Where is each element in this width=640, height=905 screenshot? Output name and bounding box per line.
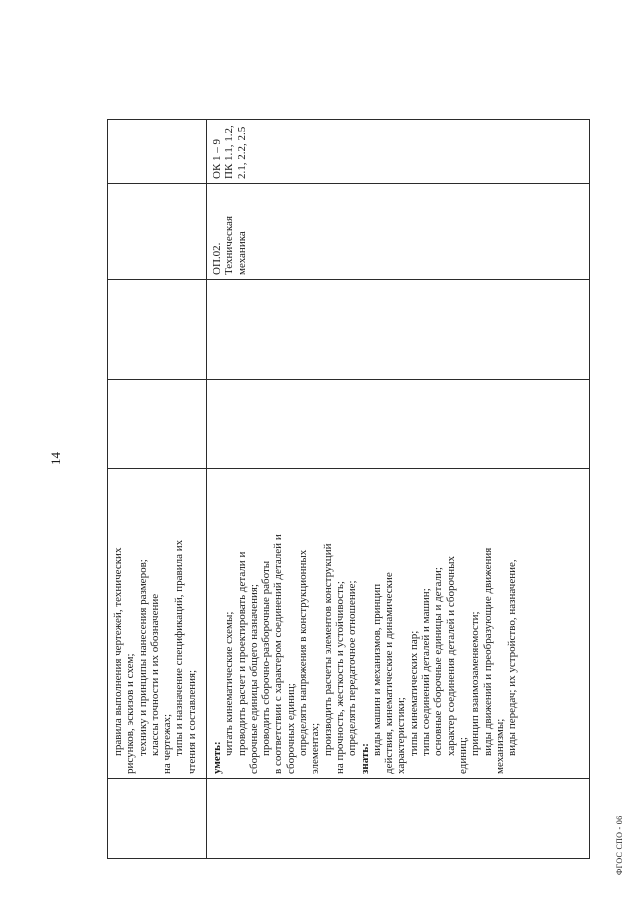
- content-line: единиц;: [456, 737, 469, 774]
- content-line: характер соединения деталей и сборочных: [444, 555, 457, 756]
- content-line: читать кинематические схемы;: [223, 611, 236, 756]
- hours-cell: [207, 280, 590, 380]
- hours-cell: [108, 280, 207, 380]
- content-line: сборочные единицы общего назначения;: [247, 584, 260, 774]
- content-line: сборочных единиц;: [284, 683, 297, 774]
- hours-cell: [207, 380, 590, 469]
- content-line: проводить сборочно-разборочные работы: [260, 560, 273, 756]
- content-cell: [108, 469, 207, 779]
- competencies-line: 2.1, 2.2, 2.5: [235, 126, 248, 179]
- content-line: рисунков, эскизов и схем;: [124, 653, 137, 774]
- content-line: классы точности и их обозначение: [148, 593, 161, 756]
- content-text: [108, 469, 198, 778]
- index-cell: [207, 779, 590, 859]
- form-code: ФГОС СПО - 06: [615, 815, 624, 875]
- table-row: [207, 120, 590, 859]
- content-line: правила выполнения чертежей, технических: [112, 547, 124, 756]
- content-line: механизмы;: [493, 718, 506, 774]
- content-line: на чертежах;: [161, 713, 174, 774]
- content-line: определять напряжения в конструкционных: [297, 549, 310, 756]
- competencies-cell: [108, 120, 207, 184]
- competencies-line: ПК 1.1, 1.2,: [223, 125, 236, 179]
- table-row: [108, 120, 207, 859]
- index-cell: [108, 779, 207, 859]
- section-heading: уметь:: [211, 741, 223, 774]
- page-number: 14: [48, 452, 63, 465]
- discipline-name: ОП.02. Техническая механика: [211, 215, 248, 275]
- hours-cell: [108, 380, 207, 469]
- curriculum-table: [107, 119, 590, 859]
- content-line: основные сборочные единицы и детали;: [432, 567, 445, 756]
- discipline-cell: [207, 184, 590, 280]
- content-line: виды машин и механизмов, принцип: [370, 583, 383, 756]
- content-line: типы и назначение спецификаций, правила их: [173, 539, 186, 756]
- content-line: виды передач; их устройство, назначение,: [506, 559, 519, 756]
- section-heading: знать:: [358, 743, 371, 774]
- content-line: типы кинематических пар;: [407, 630, 420, 756]
- content-cell: [207, 469, 590, 779]
- competencies-line: ОК 1 – 9: [211, 138, 223, 179]
- content-line: на прочность, жесткость и устойчивость;: [333, 581, 346, 774]
- content-line: в соответствии с характером соединений деталей и: [272, 534, 285, 774]
- content-line: определять передаточное отношение;: [346, 580, 359, 756]
- competencies-cell: [207, 120, 590, 184]
- content-line: производить расчеты элементов конструкций: [321, 543, 334, 756]
- content-line: действия, кинематические и динамические: [383, 572, 396, 774]
- discipline-cell: [108, 184, 207, 280]
- content-line: принцип взаимозаменяемости;: [469, 611, 482, 756]
- content-line: чтения и составления;: [185, 669, 198, 774]
- competencies: [207, 120, 248, 183]
- content-text: [207, 469, 518, 778]
- content-line: характеристики;: [395, 697, 408, 774]
- content-line: проводить расчет и проектировать детали и: [235, 551, 248, 756]
- content-line: элементах;: [309, 722, 322, 774]
- content-line: виды движений и преобразующие движения: [481, 547, 494, 756]
- content-line: типы соединений деталей и машин;: [420, 588, 433, 756]
- content-line: технику и принципы нанесения размеров;: [136, 559, 149, 756]
